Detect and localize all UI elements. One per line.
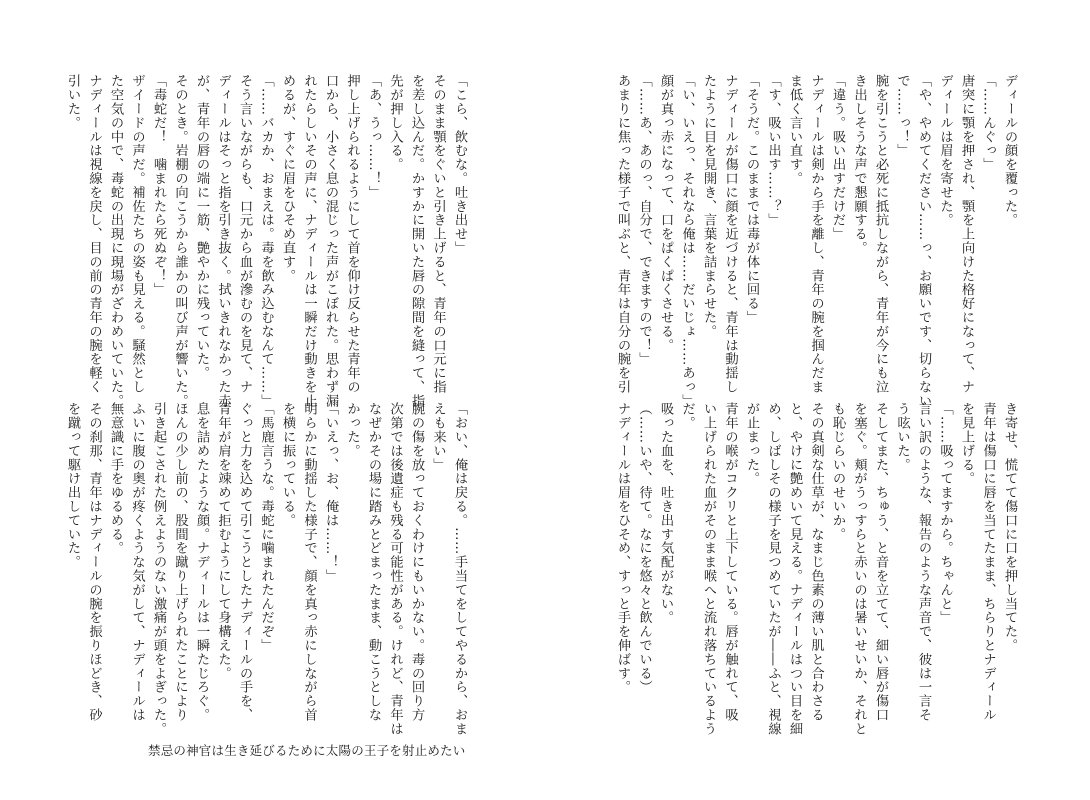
text-column: で……っ！」 xyxy=(894,74,910,158)
text-column: 「い、いえっ、それなら俺は……だいじょ……あっ」 xyxy=(679,74,695,408)
text-column: を横に振っている。 xyxy=(280,402,295,528)
text-column: なぜかその場に踏みとどまったまま、動こうとしな xyxy=(366,402,381,722)
right-page-lower-text xyxy=(615,402,1020,736)
text-column: 「おい、俺は戻る。……手当てをしてやるから、おま xyxy=(452,402,467,736)
text-column: ナディールは眉をひそめ、すっと手を伸ばす。 xyxy=(615,402,630,694)
text-column: 「いえっ、お、俺は……！」 xyxy=(323,402,338,583)
text-column: 「……バカか、おまえは。毒を飲み込むなんて……」 xyxy=(258,74,274,408)
text-column: を見上げる。 xyxy=(959,402,974,486)
text-column: その刹那、青年はナディールの腕を振りほどき、砂 xyxy=(86,402,102,722)
text-column: ほんの少し前の、股間を蹴り上げられたことにより xyxy=(172,402,188,722)
text-column: 「毒蛇だ！ 噛まれたら死ぬぞ！」 xyxy=(151,74,166,297)
text-column: と、やけに艶めいて見える。ナディールはつい目を細 xyxy=(787,402,802,736)
text-column: そしてまた、ちゅう、と音を立てて、細い唇が傷口 xyxy=(873,402,888,722)
text-column: 腕の傷を放っておくわけにもいかない。毒の回り方 xyxy=(409,402,424,722)
text-column: 「違う。吸い出すだけだ」 xyxy=(830,74,845,241)
text-column: 「す、吸い出す……？」 xyxy=(765,74,781,227)
text-column: 「こら、飲むな。吐き出せ」 xyxy=(452,74,467,255)
text-column: ナディールが傷口に顔を近づけると、青年は動揺し xyxy=(722,74,738,394)
text-column: を差し込んだ。かすかに開いた唇の隙間を縫って、指 xyxy=(409,74,424,408)
text-column: 「馬鹿言うな。毒蛇に噛まれたんだぞ」 xyxy=(258,402,274,653)
text-column: ディールは眉を寄せた。 xyxy=(937,74,953,227)
text-column: を塞ぐ。頬がうっすらと赤いのは暑いせいか、それと xyxy=(851,402,867,736)
text-column: あまりに焦った様子で叫ぶと、青年は自分の腕を引 xyxy=(615,74,630,394)
text-column: 青年は傷口に唇を当てたまま、ちらりとナディール xyxy=(980,402,996,722)
text-column: ふいに腹の奥が疼くような気がして、ナディールは xyxy=(129,402,145,722)
text-column: めるが、すぐに眉をひそめ直す。 xyxy=(280,74,295,283)
right-page-upper-text xyxy=(615,74,1020,408)
text-column: ディールの顔を覆った。 xyxy=(1002,74,1017,227)
text-column: だ。 xyxy=(679,402,695,430)
text-column: 明らかに動揺した様子で、顔を真っ赤にしながら首 xyxy=(301,402,317,722)
text-column: 引いた。 xyxy=(65,74,80,130)
text-column: 引き起こされた例えようのない激痛が頭をよぎった。 xyxy=(151,402,166,736)
text-column: 顔が真っ赤になって、口をぱくぱくさせる。 xyxy=(658,74,673,352)
text-column: そのまま顎をぐいと引き上げると、青年の口元に指 xyxy=(430,74,446,394)
text-column: かった。 xyxy=(344,402,360,458)
text-column: 先が押し入る。 xyxy=(387,74,403,172)
text-column: そう言いながらも、口元から血が滲むのを見て、ナ xyxy=(237,74,252,394)
text-column: 押し上げられるようにして首を仰け反らせた青年の xyxy=(344,74,360,394)
text-column: ぐっと力を込めて引こうとしたナディールの手を、 xyxy=(237,402,252,722)
text-column: め、しばしその様子を見つめていたが――ふと、視線 xyxy=(765,402,781,736)
text-column: ナディールは視線を戻し、目の前の青年の腕を軽く xyxy=(86,74,102,394)
text-column: た空気の中で、毒蛇の出現に現場がざわめいていた。 xyxy=(108,74,123,408)
text-column: その真剣な仕草が、なまじ色素の薄い肌と合わさる xyxy=(808,402,824,722)
text-column: 青年が肩を竦めて拒むようにして身構えた。 xyxy=(215,402,231,680)
text-column: が、青年の唇の端に一筋、艶やかに残っていた。 xyxy=(194,74,209,380)
text-column: 腕を引こうと必死に抵抗しながら、青年が今にも泣 xyxy=(873,74,888,394)
text-column: 無意識に手をゆるめる。 xyxy=(108,402,123,555)
text-column: 口から、小さく息の混じった声がこぼれた。思わず漏 xyxy=(323,74,338,408)
text-column: き出しそうな声で懇願する。 xyxy=(851,74,867,255)
text-column: 息を詰めたような顔。ナディールは一瞬たじろぐ。 xyxy=(194,402,209,722)
book-title-footer: 禁忌の神官は生き延びるために太陽の王子を射止めたい xyxy=(148,743,466,758)
text-column: 「あ、うっ……！」 xyxy=(366,74,381,200)
text-column: れたらしいその声に、ナディールは一瞬だけ動きを止 xyxy=(301,74,317,408)
text-column: 吸った血を、吐き出す気配がない。 xyxy=(658,402,673,625)
text-column: えも来い」 xyxy=(430,402,446,472)
text-column: 「そうだ。このままでは毒が体に回る」 xyxy=(744,74,759,325)
text-column: を蹴って駆け出していた。 xyxy=(65,402,80,569)
left-page-upper-text xyxy=(65,74,470,408)
text-column: （……いや、待て。なにを悠々と飲んでいる） xyxy=(636,402,652,694)
text-column: 「……あ、あのっ、自分で、できますので！」 xyxy=(636,74,652,366)
text-column: ディールはそっと指を引き抜く。拭いきれなかった赤 xyxy=(215,74,231,408)
text-column: 「……んぐっ」 xyxy=(980,74,996,172)
text-column: 「や、やめてください……っ、お願いです、切らない xyxy=(916,74,931,408)
text-column: 唐突に顎を押され、顎を上向けた格好になって、ナ xyxy=(959,74,974,394)
text-column: 「……吸ってますから。ちゃんと」 xyxy=(937,402,953,625)
text-column: ま低く言い直す。 xyxy=(787,74,802,186)
text-column: う呟いた。 xyxy=(894,402,910,472)
text-column: そのとき。岩棚の向こうから誰かの叫び声が響いた。 xyxy=(172,74,188,408)
text-column: 青年の喉がコクリと上下している。唇が触れて、吸 xyxy=(722,402,738,722)
text-column: 次第では後遺症も残る可能性がある。けれど、青年は xyxy=(387,402,403,736)
left-page-lower-text xyxy=(65,402,470,736)
text-column: が止まった。 xyxy=(744,402,759,486)
text-column: き寄せ、慌てて傷口に口を押し当てた。 xyxy=(1002,402,1017,653)
text-column: も恥じらいのせいか。 xyxy=(830,402,845,541)
text-column: ザイードの声だ。補佐たちの姿も見える。騒然とし xyxy=(129,74,145,394)
text-column: い上げられた血がそのまま喉へと流れ落ちているよう xyxy=(701,402,716,736)
text-column: 言い訳のような、報告のような声音で、彼は一言そ xyxy=(916,402,931,722)
text-column: たように目を見開き、言葉を詰まらせた。 xyxy=(701,74,716,339)
text-column: ナディールは剣から手を離し、青年の腕を掴んだま xyxy=(808,74,824,394)
